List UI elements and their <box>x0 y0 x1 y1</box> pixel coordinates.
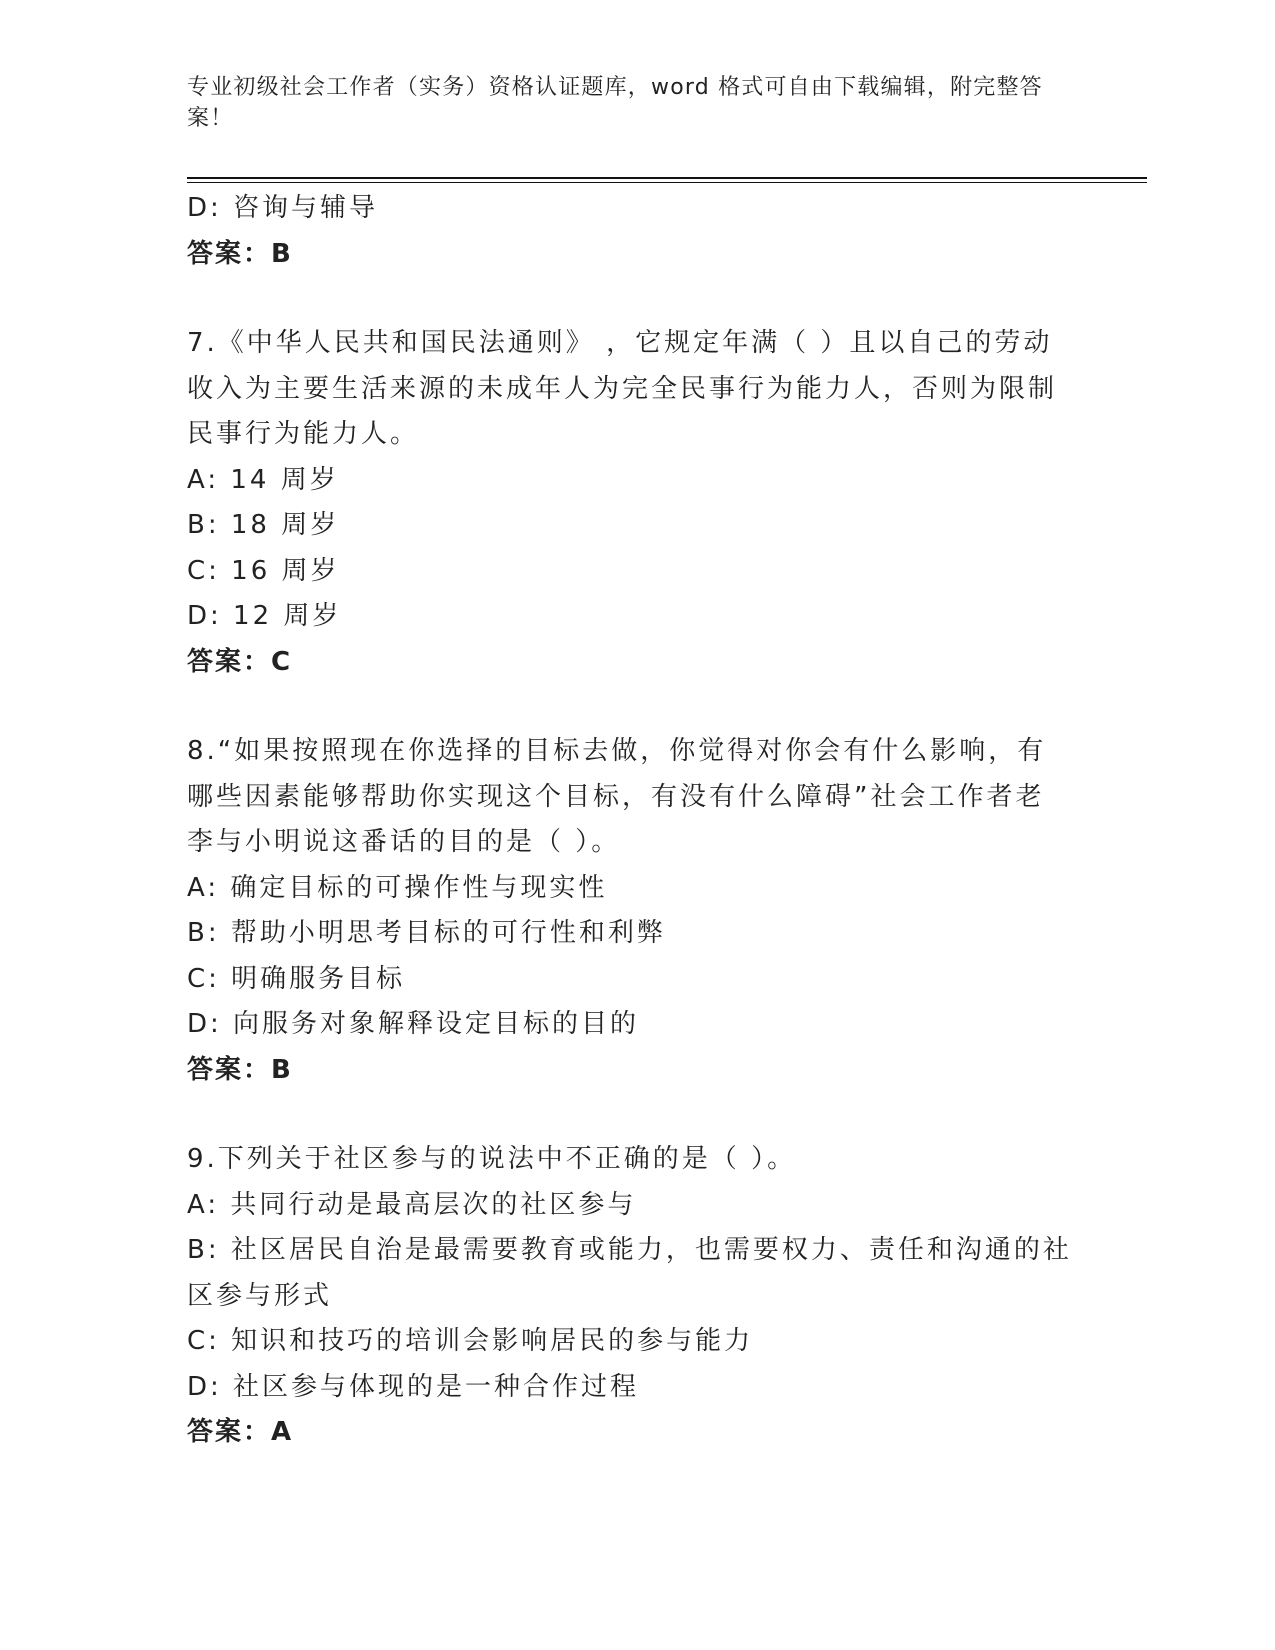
question-8 <box>187 729 1067 1093</box>
question-9 <box>187 1137 1072 1456</box>
option-d: D: 咨询与辅导 <box>187 193 379 223</box>
document-body <box>187 186 1072 1456</box>
page-header: 专业初级社会工作者（实务）资格认证题库，word 格式可自由下载编辑，附完整答案！ <box>187 75 1043 131</box>
question-text-line: 9.下列关于社区参与的说法中不正确的是（ ）。 <box>187 1144 797 1174</box>
question-text-line: 哪些因素能够帮助你实现这个目标，有没有什么障碍”社会工作者老 <box>187 781 1045 812</box>
question-7 <box>187 321 1067 685</box>
option-d: D: 社区参与体现的是一种合作过程 <box>187 1371 640 1402</box>
option-b: B: 18 周岁 <box>187 510 340 540</box>
option-d: D: 向服务对象解释设定目标的目的 <box>187 1009 640 1039</box>
question-text-line: 7.《中华人民共和国民法通则》 ，它规定年满（ ）且以自己的劳动 <box>187 328 1053 358</box>
option-b: B: 社区居民自治是最需要教育或能力，也需要权力、责任和沟通的社 <box>187 1235 1072 1265</box>
option-a: A: 共同行动是最高层次的社区参与 <box>187 1189 637 1220</box>
answer-line: 答案：B <box>187 238 293 269</box>
option-d: D: 12 周岁 <box>187 601 342 631</box>
option-b-continued: 区参与形式 <box>187 1280 333 1311</box>
option-a: A: 确定目标的可操作性与现实性 <box>187 872 608 903</box>
option-c: C: 知识和技巧的培训会影响居民的参与能力 <box>187 1326 754 1356</box>
option-b: B: 帮助小明思考目标的可行性和利弊 <box>187 918 666 948</box>
option-a: A: 14 周岁 <box>187 464 339 495</box>
question-text-line: 收入为主要生活来源的未成年人为完全民事行为能力人，否则为限制 <box>187 373 1058 404</box>
question-text-line: 李与小明说这番话的目的是（ ）。 <box>187 827 621 857</box>
answer-line: 答案：C <box>187 646 293 677</box>
option-c: C: 16 周岁 <box>187 555 340 586</box>
header-rule-thin <box>187 182 1147 183</box>
answer-line: 答案：A <box>187 1417 294 1447</box>
question-text-line: 民事行为能力人。 <box>187 419 420 449</box>
answer-line: 答案：B <box>187 1054 293 1085</box>
question-text-line: 8.“如果按照现在你选择的目标去做，你觉得对你会有什么影响，有 <box>187 736 1047 766</box>
header-rule-thick <box>187 177 1147 179</box>
option-c: C: 明确服务目标 <box>187 963 406 994</box>
